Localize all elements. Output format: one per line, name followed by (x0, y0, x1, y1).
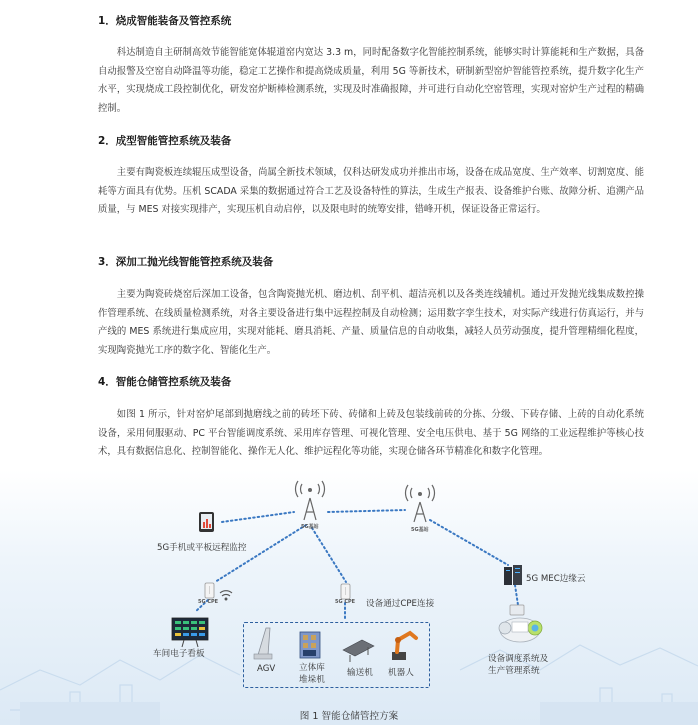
dispatch-system-label-line1: 设备调度系统及 (488, 654, 549, 664)
dispatch-system-icon (499, 605, 542, 642)
dispatch-system-label-line2: 生产管理系统 (488, 666, 540, 676)
section-2-paragraph: 主要有陶瓷板连续辊压成型设备，尚属全新技术领域，仅科达研发成功并推出市场，设备在成品宽度、生产效率、切割宽度、能耗等方面具有优势。压机 SCADA 采集的数据通过符合工艺及设备特性的算法，生成生产报表、设备维护台账、故障分析、追溯产品质量，与 MES 对接实现排产，实现压机自动启停，以及限电时的统筹安排，错峰开机，保证设备正常运行。 (98, 167, 644, 216)
cpe-device-icon (341, 584, 350, 599)
cpe-label: 5G CPE (198, 599, 219, 605)
section-3-paragraph: 主要为陶瓷砖烧窑后深加工设备，包含陶瓷抛光机、磨边机、刮平机、超洁亮机以及各类连线辅机。通过开发抛光线集成数控操作管理系统、在线质量检测系统，对各主要设备进行集中远程控制及自动检测；运用数字孪生技术，对实际产线进行仿真运行，并与产线的 MES 系统进行集成应用，实现对能耗、磨具消耗、产量、质量信息的自动收集，减轻人员劳动强度，提升管理精细化程度，实现陶瓷抛光工序的数字化、智能化生产。 (98, 289, 644, 356)
section-3-heading: 3．深加工抛光线智能管控系统及装备 (98, 256, 274, 268)
tablet-icon (199, 512, 214, 532)
base-station-icon (405, 485, 434, 522)
cpe-label: 5G CPE (335, 599, 356, 605)
section-4-heading: 4．智能仓储管控系统及装备 (98, 376, 232, 388)
cpe-connection-label: 设备通过CPE连接 (366, 599, 435, 609)
tablet-monitoring-label: 5G手机或平板远程监控 (157, 543, 247, 553)
stacker-label-line2: 堆垛机 (299, 675, 325, 685)
mec-cloud-label: 5G MEC边缘云 (526, 574, 586, 584)
robot-label: 机器人 (388, 668, 414, 678)
network-links (195, 510, 518, 620)
section-1-paragraph: 科达制造自主研制高效节能智能宽体辊道窑内宽达 3.3 m，同时配备数字化智能控制系统，能够实时计算能耗和生产数据，具备自动报警及空窑自动降温等功能，稳定工艺操作和提高烧成质量，利用 5G 等新技术，研制新型窑炉智能管控系统，提升数字化生产水平，实现烧成工段控制优化，研发窑炉断棒检测系统，实现及时准确报障，并可进行自动化空窑管理，实现对窑炉生产过程的精确控制。 (98, 47, 644, 114)
section-1-heading: 1．烧成智能装备及管控系统 (98, 15, 232, 27)
figure-caption: 图 1 智能仓储管控方案 (299, 711, 399, 722)
base-station-label: 5G基站 (301, 524, 319, 530)
wifi-icon (220, 591, 232, 600)
stacker-label-line1: 立体库 (299, 663, 325, 673)
section-2-heading: 2．成型智能管控系统及装备 (98, 135, 232, 147)
electronic-board-label: 车间电子看板 (153, 649, 205, 659)
equipment-group-box (243, 622, 430, 688)
agv-label: AGV (257, 664, 276, 674)
mec-server-icon (504, 565, 522, 585)
base-station-label: 5G基站 (411, 527, 429, 533)
electronic-board-icon (172, 618, 208, 647)
section-4-paragraph: 如图 1 所示，针对窑炉尾部到抛磨线之前的砖坯下砖、砖储和上砖及包装线前砖的分拣、分级、下砖存储、上砖的自动化系统设备，采用伺服驱动、PC 平台智能调度系统、采用库存管理、可视化管理、安全电压供电、基于 5G 网络的工业远程维护等核心技术，具有数据信息化、控制智能化、操作无人化、维护远程化等功能，实现仓储各环节精准化和数字化管理。 (98, 409, 644, 458)
cpe-device-icon (205, 583, 214, 598)
base-station-icon (295, 481, 324, 520)
conveyor-label: 输送机 (347, 668, 373, 678)
